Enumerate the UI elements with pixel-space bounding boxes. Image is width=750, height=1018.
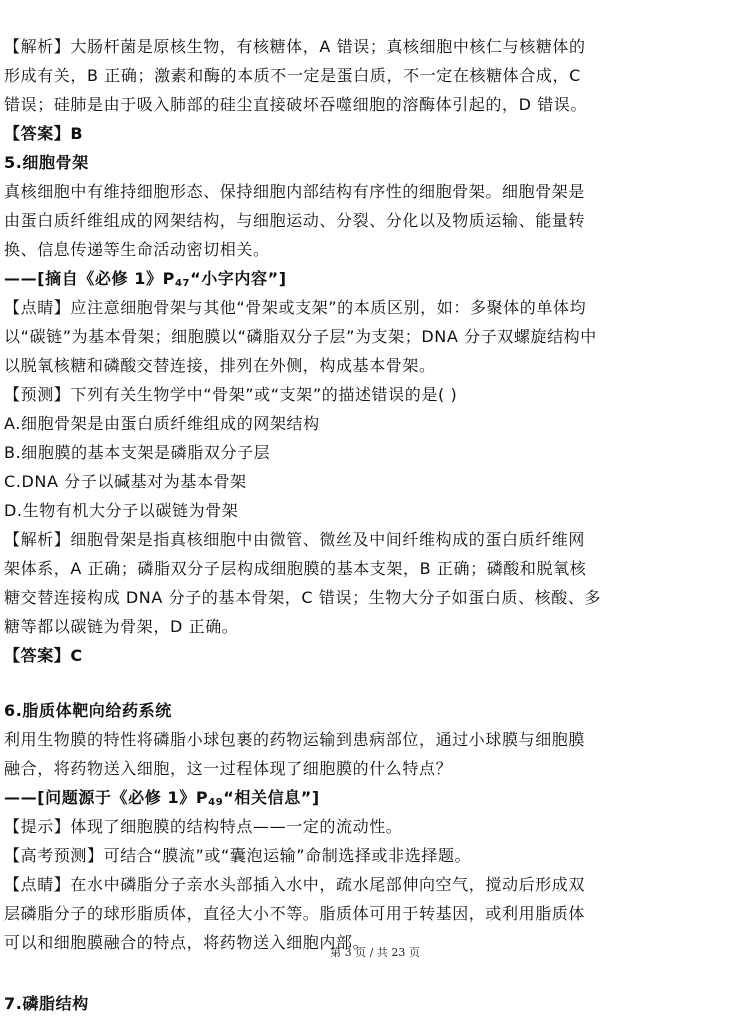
page-subscript: 49 [208,797,224,808]
option-d: D.生物有机大分子以碳链为骨架 [4,501,239,520]
analysis-line: 【解析】大肠杆菌是原核生物，有核糖体，A 错误；真核细胞中核仁与核糖体的 [4,37,586,56]
key-point-line: 可以和细胞膜融合的特点，将药物送入细胞内部。 [4,933,370,952]
answer-line: 【答案】C [4,646,83,665]
paragraph-line: 真核细胞中有维持细胞形态、保持细胞内部结构有序性的细胞骨架。细胞骨架是 [4,182,586,201]
analysis-line: 架体系，A 正确；磷脂双分子层构成细胞膜的基本支架，B 正确；磷酸和脱氧核 [4,559,587,578]
spacer [4,670,742,696]
page-subscript: 47 [174,278,191,289]
source-suffix: “小字内容”] [190,269,287,288]
page-content [4,32,742,1018]
source-citation [4,264,742,293]
key-point-line: 【点睛】在水中磷脂分子亲水头部插入水中，疏水尾部伸向空气，搅动后形成双 [4,875,586,894]
analysis-line: 形成有关，B 正确；激素和酶的本质不一定是蛋白质，不一定在核糖体合成，C [4,66,581,85]
source-suffix: “相关信息”] [223,788,320,807]
analysis-line: 糖交替连接构成 DNA 分子的基本骨架，C 错误；生物大分子如蛋白质、核酸、多 [4,588,602,607]
option-c: C.DNA 分子以碱基对为基本骨架 [4,472,247,491]
answer-line: 【答案】B [4,124,84,143]
spacer [4,957,742,989]
option-a: A.细胞骨架是由蛋白质纤维组成的网架结构 [4,414,320,433]
paragraph-line: 利用生物膜的特性将磷脂小球包裹的药物运输到患病部位，通过小球膜与细胞膜 [4,730,586,749]
key-point-line: 以“碳链”为基本骨架；细胞膜以“磷脂双分子层”为支架；DNA 分子双螺旋结构中 [4,327,597,346]
source-prefix: ——[问题源于《必修 1》P [4,788,209,807]
paragraph-line: 由蛋白质纤维组成的网架结构，与细胞运动、分裂、分化以及物质运输、能量转 [4,211,586,230]
paragraph-line: 换、信息传递等生命活动密切相关。 [4,240,270,259]
analysis-line: 错误；硅肺是由于吸入肺部的硅尘直接破坏吞噬细胞的溶酶体引起的，D 错误。 [4,95,588,114]
page-number: 第 3 页 / 共 23 页 [330,946,420,959]
hint-line: 【提示】体现了细胞膜的结构特点——一定的流动性。 [4,817,403,836]
analysis-line: 【解析】细胞骨架是指真核细胞中由微管、微丝及中间纤维构成的蛋白质纤维网 [4,530,586,549]
section-title-5: 5.细胞骨架 [4,153,89,172]
source-prefix: ——[摘自《必修 1》P [4,269,175,288]
section-title-7: 7.磷脂结构 [4,994,89,1013]
option-b: B.细胞膜的基本支架是磷脂双分子层 [4,443,271,462]
exam-prediction-line: 【高考预测】可结合“膜流”或“囊泡运输”命制选择或非选择题。 [4,846,472,865]
analysis-line: 糖等都以碳链为骨架，D 正确。 [4,617,239,636]
key-point-line: 以脱氧核糖和磷酸交替连接，排列在外侧，构成基本骨架。 [4,356,436,375]
section-title-6: 6.脂质体靶向给药系统 [4,701,172,720]
source-citation [4,783,742,812]
paragraph-line: 融合，将药物送入细胞，这一过程体现了细胞膜的什么特点？ [4,759,453,778]
prediction-question: 【预测】下列有关生物学中“骨架”或“支架”的描述错误的是( ) [4,385,458,404]
key-point-line: 【点睛】应注意细胞骨架与其他“骨架或支架”的本质区别，如：多聚体的单体均 [4,298,587,317]
key-point-line: 层磷脂分子的球形脂质体，直径大小不等。脂质体可用于转基因，或利用脂质体 [4,904,586,923]
